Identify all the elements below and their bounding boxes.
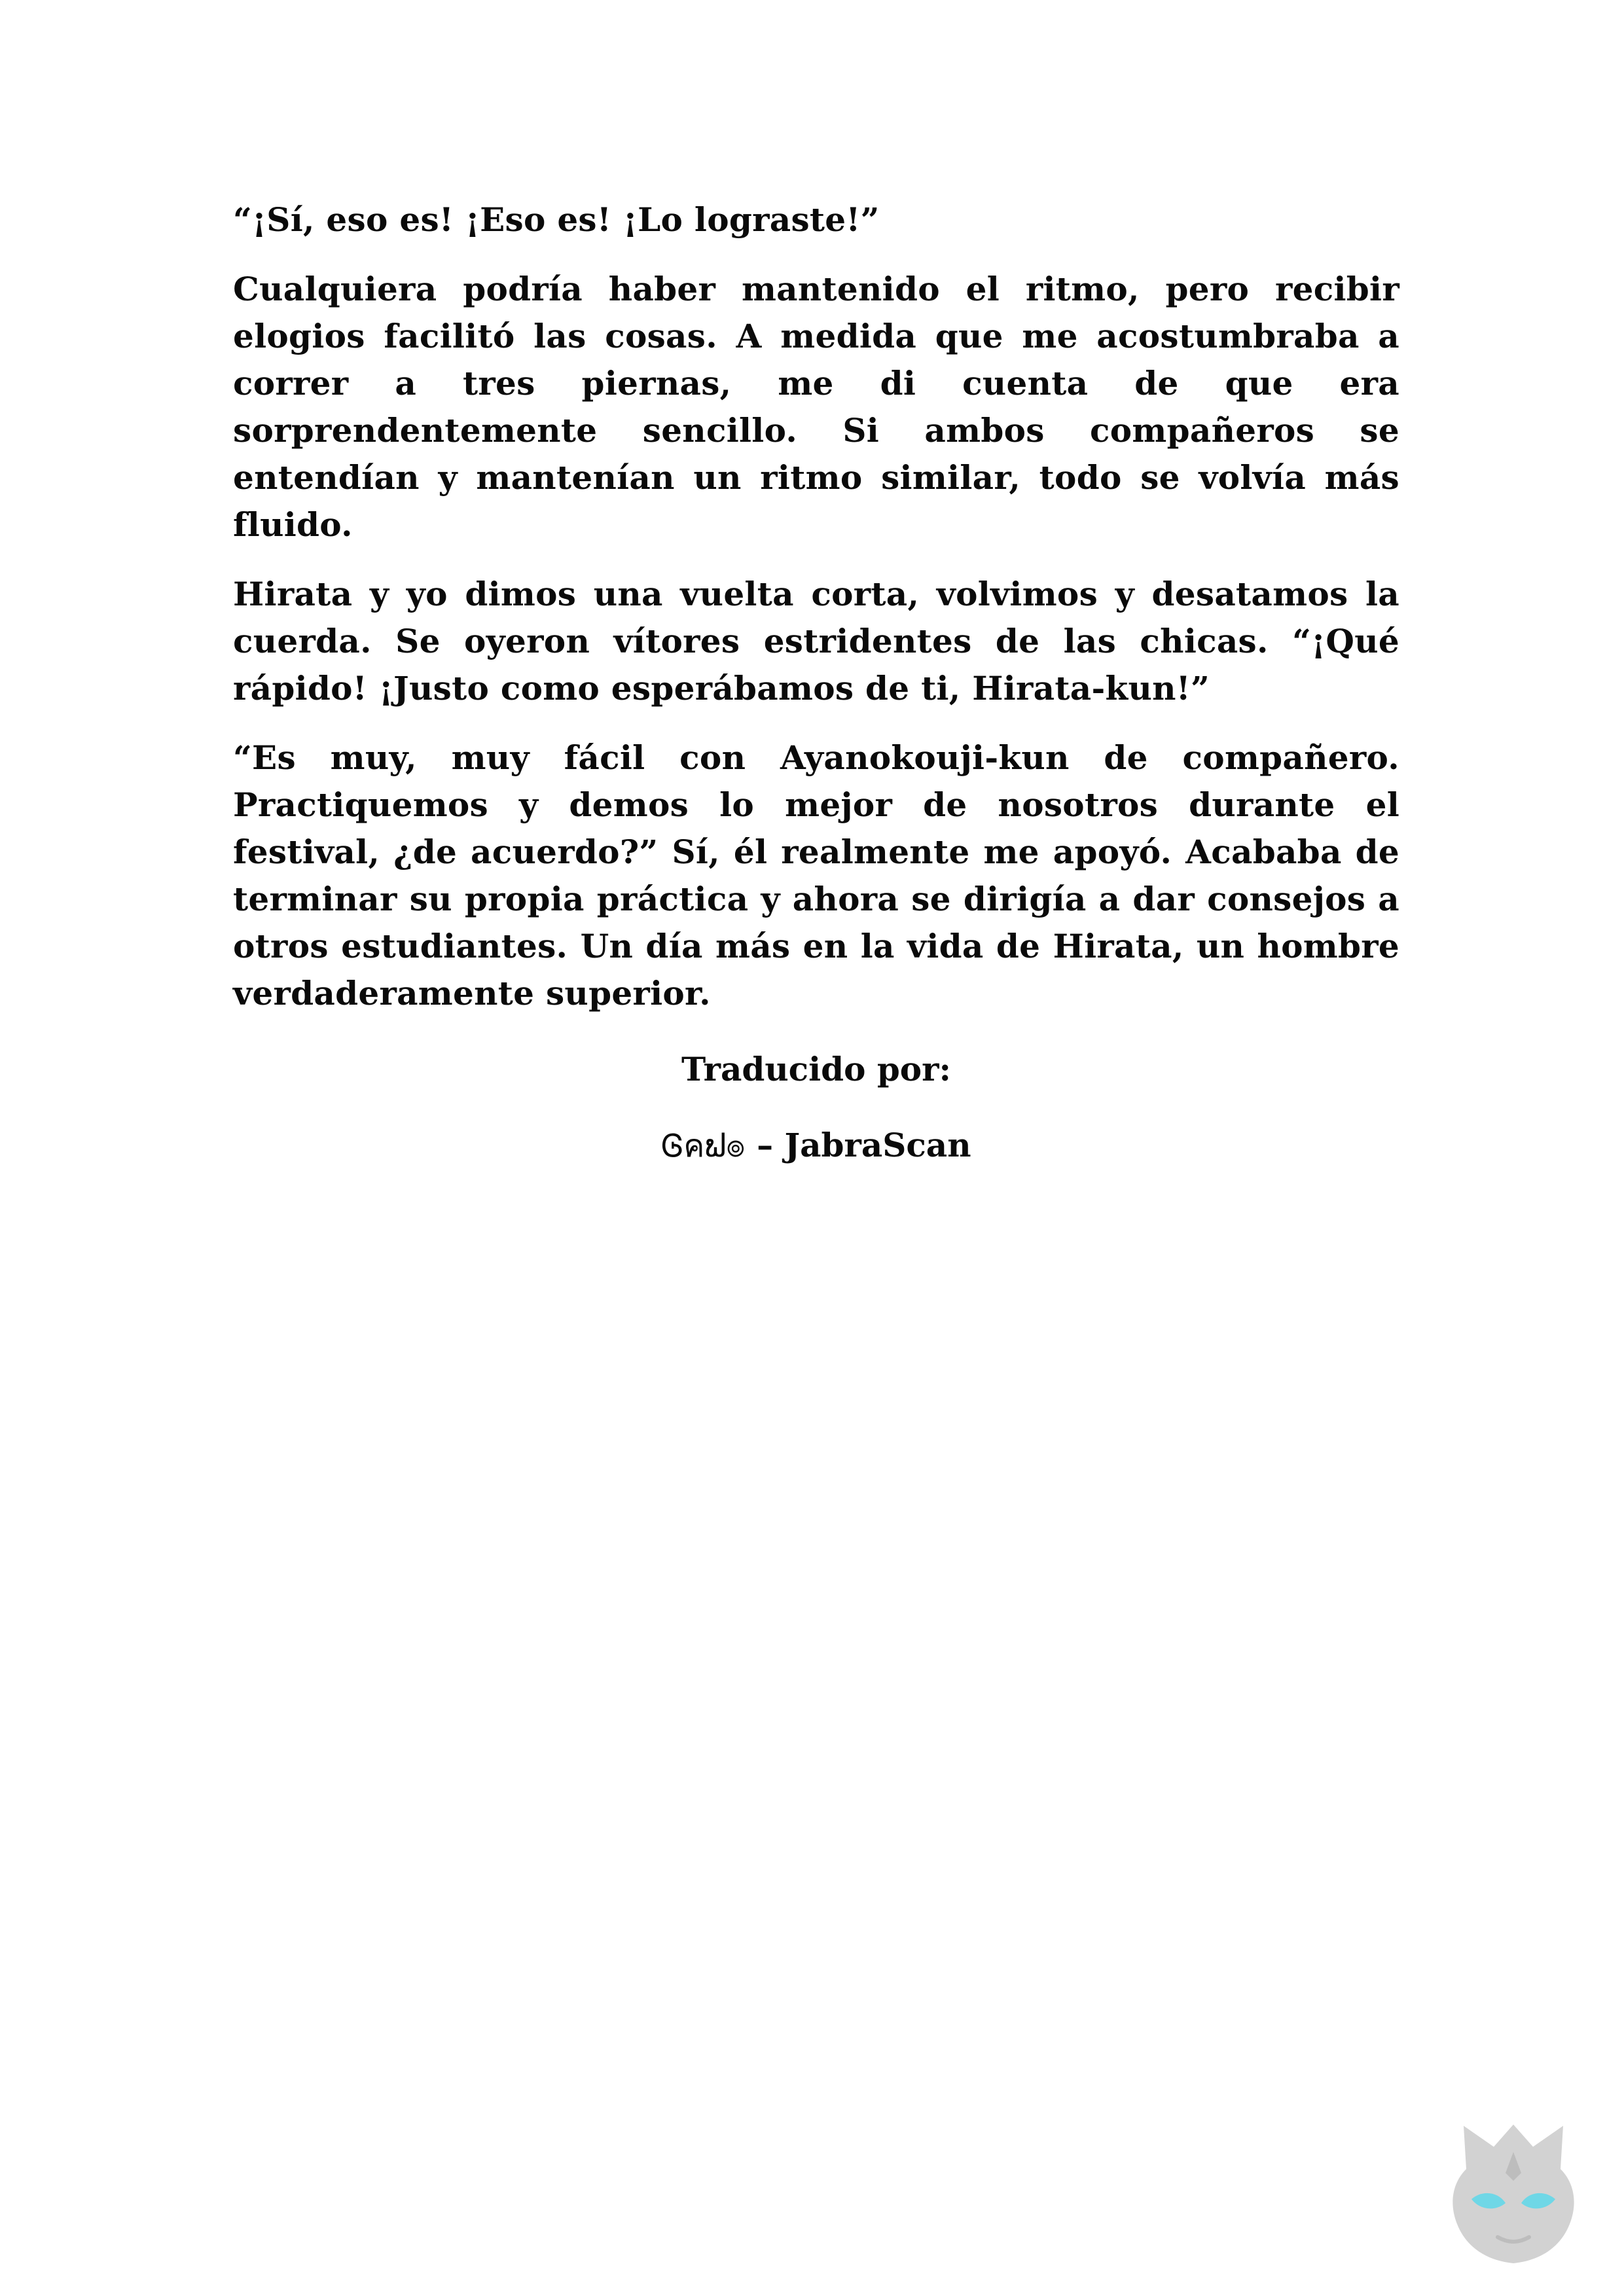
credits-title: Traducido por: bbox=[681, 1050, 951, 1088]
credits-line bbox=[233, 1122, 1399, 1170]
credits-separator: – bbox=[745, 1126, 785, 1164]
translator-name: Ꮆคຟ๏ bbox=[661, 1128, 746, 1164]
group-name: JabraScan bbox=[784, 1126, 971, 1164]
paragraph-1: “¡Sí, eso es! ¡Eso es! ¡Lo lograste!” bbox=[233, 200, 880, 239]
translation-credits bbox=[233, 1046, 1399, 1170]
page-body bbox=[233, 196, 1399, 1170]
paragraph-3: Hirata y yo dimos una vuelta corta, volvimos y desatamos la cuerda. Se oyeron vítores estridentes de las chicas. “¡Qué rápido! ¡Justo como esperábamos de ti, Hirata-kun!” bbox=[233, 575, 1399, 708]
paragraph-2: Cualquiera podría haber mantenido el ritmo, pero recibir elogios facilitó las cosas. A medida que me acostumbraba a correr a tres piernas, me di cuenta de que era sorprendentemente sencillo. Si ambos compañeros se entendían y mantenían un ritmo similar, todo se volvía más fluido. bbox=[233, 270, 1399, 544]
demon-mask-icon bbox=[1435, 2113, 1592, 2270]
paragraph-4: “Es muy, muy fácil con Ayanokouji-kun de compañero. Practiquemos y demos lo mejor de nosotros durante el festival, ¿de acuerdo?” Sí, él realmente me apoyó. Acababa de terminar su propia práctica y ahora se dirigía a dar consejos a otros estudiantes. Un día más en la vida de Hirata, un hombre verdaderamente superior. bbox=[233, 738, 1399, 1013]
watermark-svg bbox=[1435, 2113, 1592, 2270]
